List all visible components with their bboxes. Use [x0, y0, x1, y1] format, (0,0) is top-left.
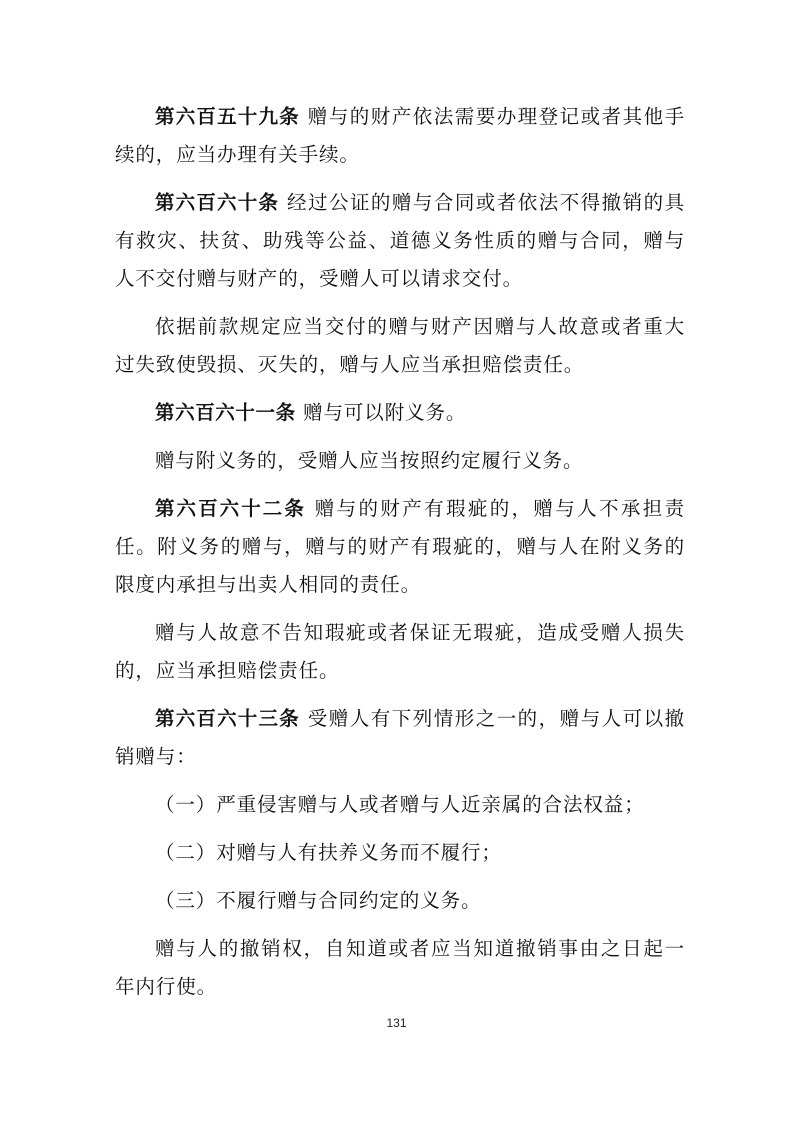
- paragraph-text: 依据前款规定应当交付的赠与财产因赠与人故意或者重大过失致使毁损、灭失的，赠与人应当承担赔偿责任。: [115, 315, 685, 376]
- article-number: 第六百六十二条: [155, 497, 315, 520]
- page-number: 131: [386, 1016, 407, 1030]
- paragraph-660-clause-2: [115, 308, 685, 384]
- paragraph-text: 赠与附义务的，受赠人应当按照约定履行义务。: [155, 449, 584, 472]
- list-item-2: [115, 834, 685, 872]
- paragraph-article-661: [115, 394, 685, 432]
- paragraph-text: 受赠人有下列情形之一的，赠与人可以撤销赠与：: [115, 707, 685, 768]
- paragraph-text: 赠与的财产有瑕疵的，赠与人不承担责任。附义务的赠与，赠与的财产有瑕疵的，赠与人在附义务的限度内承担与出卖人相同的责任。: [115, 497, 685, 596]
- article-number: 第六百五十九条: [155, 105, 308, 128]
- document-body: [115, 98, 685, 1016]
- paragraph-text: 赠与人的撤销权，自知道或者应当知道撤销事由之日起一年内行使。: [115, 937, 685, 998]
- paragraph-662-clause-2: [115, 614, 685, 690]
- paragraph-663-clause-2: [115, 930, 685, 1006]
- article-number: 第六百六十三条: [155, 707, 308, 730]
- paragraph-article-659: [115, 98, 685, 174]
- paragraph-text: （三）不履行赠与合同约定的义务。: [155, 889, 482, 912]
- article-number: 第六百六十条: [155, 191, 288, 214]
- paragraph-text: 赠与人故意不告知瑕疵或者保证无瑕疵，造成受赠人损失的，应当承担赔偿责任。: [115, 621, 685, 682]
- paragraph-text: 赠与的财产依法需要办理登记或者其他手续的，应当办理有关手续。: [115, 105, 685, 166]
- paragraph-text: （一）严重侵害赠与人或者赠与人近亲属的合法权益；: [155, 793, 645, 816]
- paragraph-661-clause-2: [115, 442, 685, 480]
- list-item-3: [115, 882, 685, 920]
- paragraph-article-663: [115, 700, 685, 776]
- paragraph-article-662: [115, 490, 685, 604]
- list-item-1: [115, 786, 685, 824]
- paragraph-text: 赠与可以附义务。: [303, 401, 467, 424]
- paragraph-text: 经过公证的赠与合同或者依法不得撤销的具有救灾、扶贫、助残等公益、道德义务性质的赠与合同，赠与人不交付赠与财产的，受赠人可以请求交付。: [115, 191, 685, 290]
- paragraph-article-660: [115, 184, 685, 298]
- paragraph-text: （二）对赠与人有扶养义务而不履行；: [155, 841, 502, 864]
- article-number: 第六百六十一条: [155, 401, 304, 424]
